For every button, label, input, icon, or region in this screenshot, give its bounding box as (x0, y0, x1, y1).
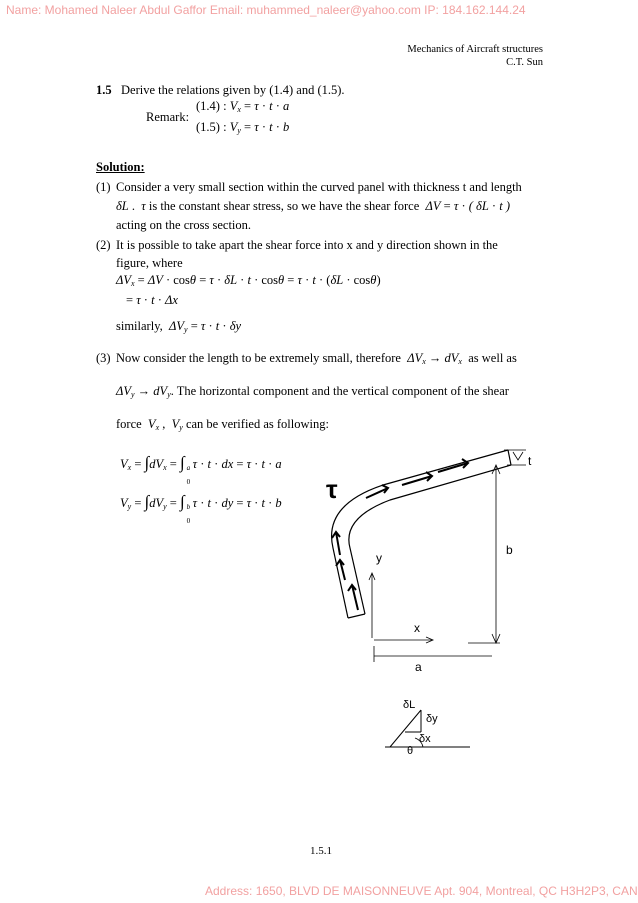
figure-label-y: y (376, 551, 382, 565)
problem-text: Derive the relations given by (1.4) and (1.5). (121, 83, 345, 97)
watermark-top: Name: Mohamed Naleer Abdul Gaffor Email: muhammed_naleer@yahoo.com IP: 184.162.144.24 (6, 3, 526, 17)
p2-line2: figure, where (116, 256, 183, 270)
p1-marker: (1) (96, 180, 111, 194)
running-header (407, 43, 543, 69)
p3-line3: force $V_x$ , $V_y$ can be verified as following: (116, 417, 329, 432)
equation-1-5: (1.5) : $V_y = \tau \cdot t \cdot b$ (196, 120, 290, 135)
figure-label-b: b (506, 543, 513, 557)
remark-label: Remark: (146, 110, 190, 124)
p1-line2: δL . τ is the constant shear stress, so we have the shear force ΔV = τ · ( δL · t ) (116, 199, 510, 213)
problem-statement (96, 82, 345, 98)
header-title: Mechanics of Aircraft structures (407, 44, 543, 55)
figure-label-tau: τ (326, 474, 338, 504)
figure-label-dx: δx (419, 733, 431, 745)
equation-dvx: $\Delta V_x = \Delta V \cdot \cos\theta = \tau \cdot \delta L \cdot t \cdot \cos\theta = \tau \cdot t \cdot (\delta L \cdot \cos\theta)$ (116, 273, 381, 288)
figure-label-t: t (528, 454, 532, 468)
curved-panel-outer-edge (332, 450, 508, 618)
curved-panel-figure (318, 440, 558, 680)
page-number: 1.5.1 (310, 845, 332, 857)
figure-label-dy: δy (426, 713, 438, 725)
problem-number: 1.5 (96, 83, 112, 97)
p1-line1: Consider a very small section within the curved panel with thickness t and length (116, 180, 522, 194)
p2-marker: (2) (96, 238, 111, 252)
shear-flow-arrows (332, 459, 468, 610)
p3-marker: (3) (96, 351, 111, 365)
equation-vx-integral: $V_x = \int dV_x$ = ∫ a 0 τ · t · dx = τ · t · a (120, 453, 282, 486)
p3-line2: $\Delta V_y \to dV_y$. The horizontal component and the vertical component of the shear (116, 384, 509, 399)
equation-1-4: (1.4) : $V_x = \tau \cdot t \cdot a$ (196, 99, 290, 114)
header-author: C.T. Sun (506, 57, 543, 68)
equation-vy-integral: $V_y = \int dV_y$ = ∫ b 0 τ · t · dy = τ · t · b (120, 492, 282, 525)
equation-dvx-result: = τ · t · Δx (126, 293, 178, 307)
figure-label-a: a (415, 660, 422, 674)
element-triangle-figure (385, 690, 475, 755)
triangle-hypotenuse (390, 710, 421, 747)
solution-heading: Solution: (96, 160, 145, 174)
p1-line3: acting on the cross section. (116, 218, 252, 232)
watermark-bottom: Address: 1650, BLVD DE MAISONNEUVE Apt. 904, Montreal, QC H3H2P3, CAN (205, 884, 638, 898)
figure-label-x: x (414, 621, 420, 635)
p3-line1: Now consider the length to be extremely small, therefore $\Delta V_x \to dV_x$ as well as (116, 351, 517, 366)
curved-panel-inner-edge (349, 465, 511, 614)
figure-label-theta: θ (407, 745, 414, 755)
figure-label-dl: δL (403, 699, 416, 711)
p2-line1: It is possible to take apart the shear force into x and y direction shown in the (116, 238, 498, 252)
equation-dvy: similarly, $\Delta V_y = \tau \cdot t \cdot \delta y$ (116, 319, 242, 334)
